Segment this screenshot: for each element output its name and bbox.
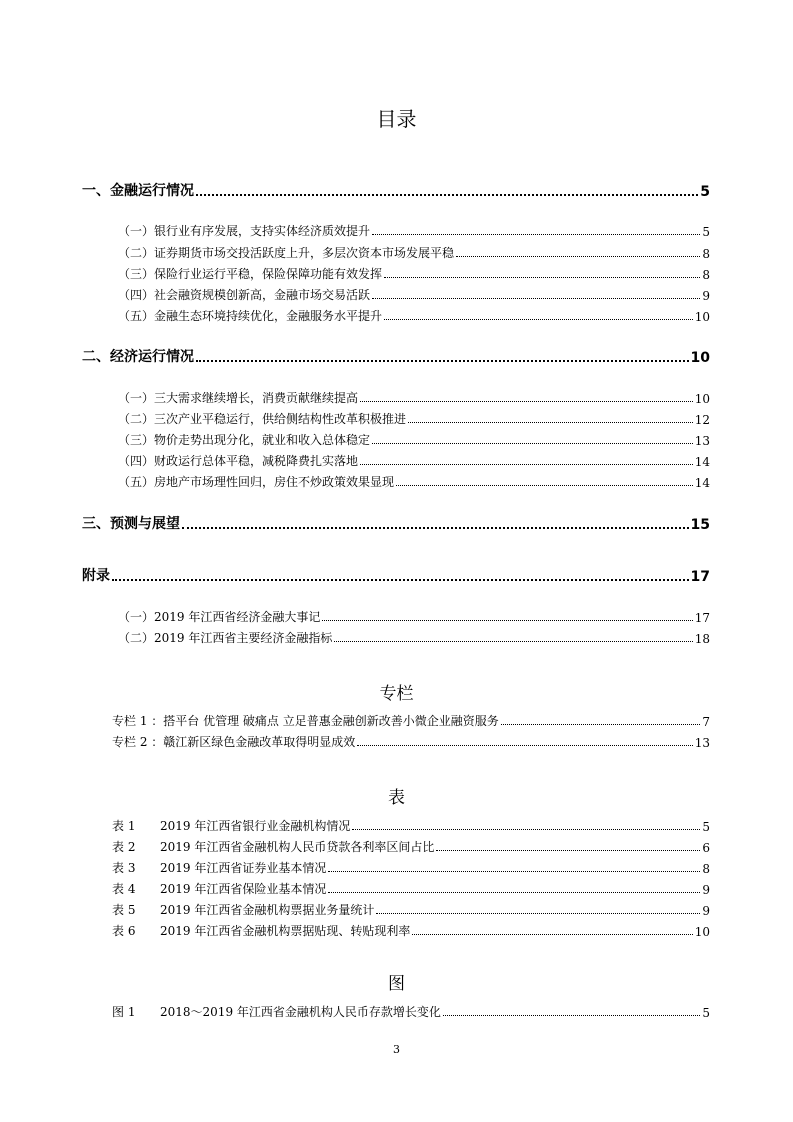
toc-page-number: 18 [694,632,710,646]
column-entry-2[interactable] [112,733,710,750]
dot-leader [372,234,700,235]
table-entry-3[interactable] [112,859,710,876]
toc-entry-label: （一）三大需求继续增长，消费贡献继续提高 [118,391,359,405]
toc-entry-1-3[interactable] [118,265,710,282]
toc-entry-appendix-1[interactable] [118,608,710,625]
toc-entry-label: （一）2019 年江西省经济金融大事记 [118,610,321,624]
toc-entry-label [112,922,410,939]
toc-entry-label: （二）三次产业平稳运行，供给侧结构性改革积极推进 [118,412,407,426]
table-number: 表 3 [112,861,136,875]
toc-entry-label [112,1003,441,1020]
toc-page-number: 17 [694,611,710,625]
toc-entry-label [112,880,326,897]
dot-leader [372,298,700,299]
table-number: 表 4 [112,882,136,896]
toc-page-number: 10 [694,310,710,324]
table-entry-5[interactable] [112,901,710,918]
table-number: 表 6 [112,924,136,938]
dot-leader [443,1015,700,1016]
dot-leader [360,464,693,465]
toc-section-label: 附录 [82,568,110,584]
dot-leader [112,579,689,581]
toc-section-3[interactable] [82,513,710,533]
column-title: 搭平台 优管理 破痛点 立足普惠金融创新改善小微企业融资服务 [163,714,499,728]
toc-entry-label: （二）证券期货市场交投活跃度上升，多层次资本市场发展平稳 [118,246,455,260]
table-number: 表 1 [112,819,136,833]
toc-entry-1-2[interactable] [118,244,710,261]
toc-page-number: 5 [700,184,710,200]
toc-page-number: 8 [702,268,710,282]
toc-page-number: 13 [694,736,710,750]
toc-page-number: 10 [694,925,710,939]
dot-leader [196,194,698,196]
page-title: 目录 [376,107,417,131]
toc-page-number: 12 [694,413,710,427]
toc-page-number: 9 [702,289,710,303]
dot-leader [384,319,693,320]
toc-entry-label: （三）物价走势出现分化，就业和收入总体稳定 [118,433,371,447]
table-title: 2019 年江西省银行业金融机构情况 [160,819,351,833]
toc-entry-1-5[interactable] [118,307,710,324]
dot-leader [412,934,692,935]
tables-heading: 表 [388,788,405,808]
toc-entry-2-2[interactable] [118,410,710,427]
toc-page-number: 14 [694,476,710,490]
toc-entry-label [112,817,350,834]
table-entry-6[interactable] [112,922,710,939]
table-entry-1[interactable] [112,817,710,834]
toc-entry-1-4[interactable] [118,286,710,303]
dot-leader [376,913,700,914]
toc-page-number: 8 [702,862,710,876]
toc-entry-label: （四）财政运行总体平稳，减税降费扎实落地 [118,454,359,468]
toc-page-number: 9 [702,883,710,897]
dot-leader [501,724,701,725]
dot-leader [384,277,700,278]
dot-leader [372,443,693,444]
toc-page-number: 5 [702,225,710,239]
table-entry-2[interactable] [112,838,710,855]
table-number: 表 5 [112,903,136,917]
dot-leader [408,422,693,423]
dot-leader [322,620,692,621]
dot-leader [456,256,700,257]
table-title: 2019 年江西省金融机构票据贴现、转贴现利率 [160,924,411,938]
toc-page-number: 5 [702,1006,710,1020]
toc-entry-2-4[interactable] [118,452,710,469]
toc-page-number: 6 [702,841,710,855]
column-number: 专栏 2 ： [112,735,164,749]
toc-entry-1-1[interactable] [118,222,710,239]
dot-leader [334,641,692,642]
toc-entry-label: （五）金融生态环境持续优化，金融服务水平提升 [118,309,383,323]
toc-entry-2-1[interactable] [118,389,710,406]
toc-entry-label [112,838,434,855]
columns-heading: 专栏 [379,684,414,704]
page-number-footer: 3 [393,1043,400,1056]
dot-leader [357,745,692,746]
toc-page-number: 10 [694,392,710,406]
table-number: 表 2 [112,840,136,854]
figure-number: 图 1 [112,1005,136,1019]
figure-entry-1[interactable] [112,1003,710,1020]
figure-title: 2018～2019 年江西省金融机构人民币存款增长变化 [160,1005,441,1019]
toc-page-number: 10 [690,350,710,366]
toc-entry-label [112,712,499,729]
toc-entry-label [112,859,326,876]
toc-section-2[interactable] [82,346,710,366]
table-entry-4[interactable] [112,880,710,897]
toc-entry-2-5[interactable] [118,473,710,490]
dot-leader [360,401,693,402]
column-title: 赣江新区绿色金融改革取得明显成效 [163,735,356,749]
toc-entry-label: （五）房地产市场理性回归，房住不炒政策效果显现 [118,475,395,489]
toc-entry-label: （四）社会融资规模创新高，金融市场交易活跃 [118,288,371,302]
toc-entry-2-3[interactable] [118,431,710,448]
dot-leader [328,892,700,893]
toc-section-1[interactable] [82,180,710,200]
dot-leader [182,527,689,529]
toc-page-number: 7 [702,715,710,729]
toc-page-number: 17 [690,569,710,585]
toc-page-number: 9 [702,904,710,918]
toc-entry-label [112,901,374,918]
toc-page-number: 15 [690,517,710,533]
toc-page-number: 14 [694,455,710,469]
toc-entry-label: （一）银行业有序发展，支持实体经济质效提升 [118,224,371,238]
toc-page-number: 8 [702,247,710,261]
dot-leader [352,829,700,830]
column-number: 专栏 1 ： [112,714,164,728]
dot-leader [196,360,689,362]
column-entry-1[interactable] [112,712,710,729]
dot-leader [328,871,700,872]
toc-page-number: 13 [694,434,710,448]
figures-heading: 图 [388,974,405,994]
table-title: 2019 年江西省金融机构人民币贷款各利率区间占比 [160,840,435,854]
toc-section-appendix[interactable] [82,565,710,585]
toc-section-label: 三、预测与展望 [82,516,180,532]
table-title: 2019 年江西省金融机构票据业务量统计 [160,903,375,917]
toc-entry-label: （二）2019 年江西省主要经济金融指标 [118,631,333,645]
toc-entry-label: （三）保险行业运行平稳，保险保障功能有效发挥 [118,267,383,281]
dot-leader [436,850,700,851]
dot-leader [396,485,693,486]
toc-entry-appendix-2[interactable] [118,629,710,646]
table-title: 2019 年江西省证券业基本情况 [160,861,327,875]
toc-section-label: 一、金融运行情况 [82,183,194,199]
toc-section-label: 二、经济运行情况 [82,349,194,365]
toc-page-number: 5 [702,820,710,834]
table-title: 2019 年江西省保险业基本情况 [160,882,327,896]
toc-entry-label [112,733,355,750]
